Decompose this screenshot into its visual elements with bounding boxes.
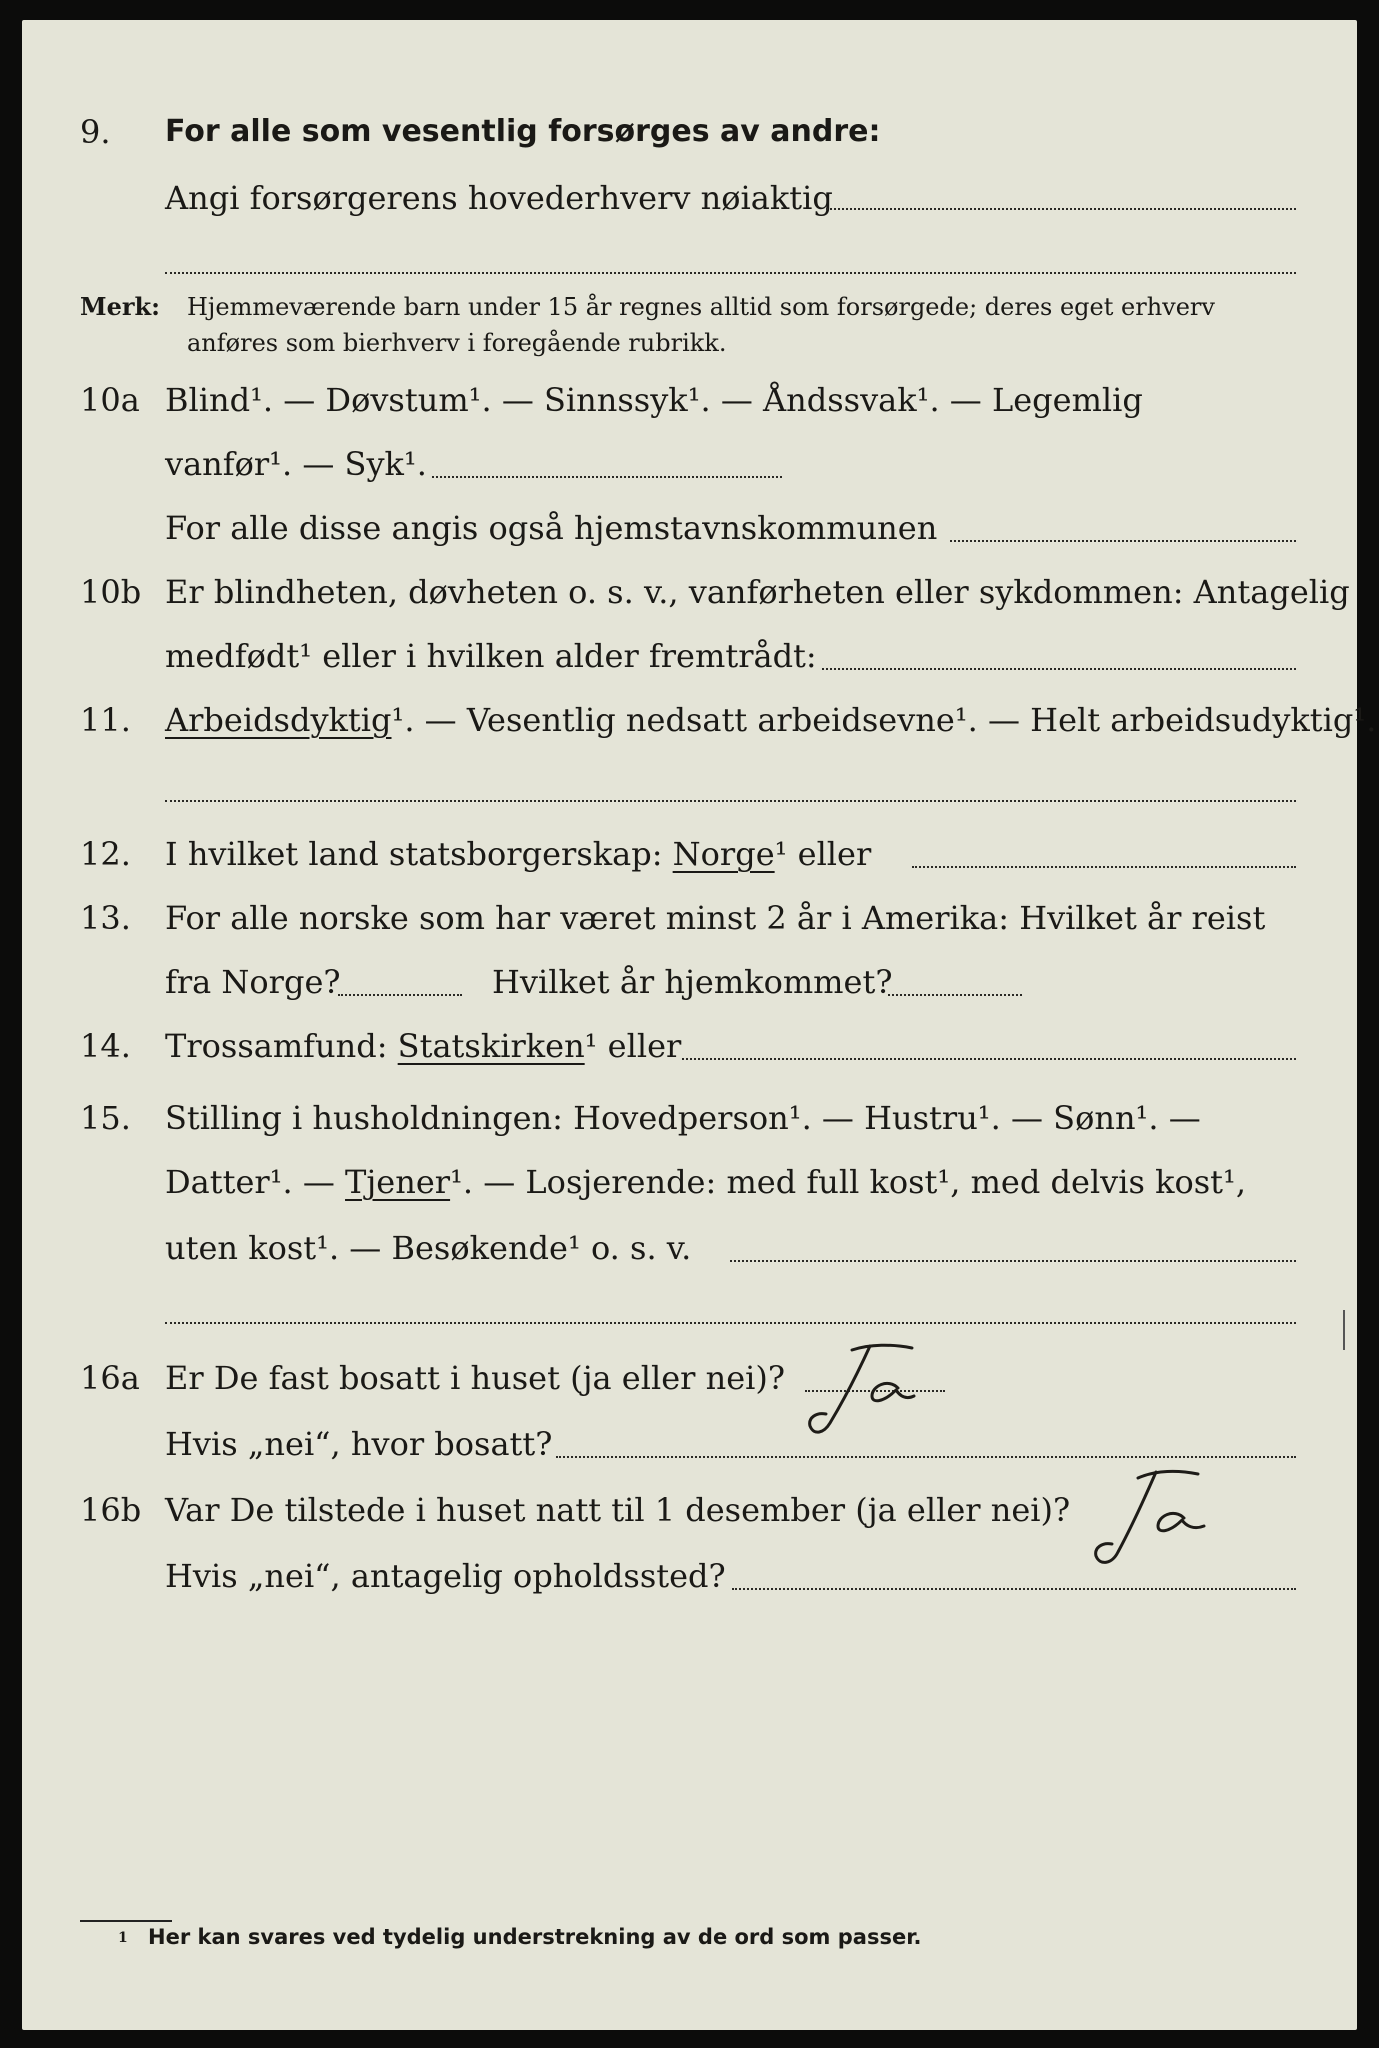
- q13-departure-field[interactable]: [338, 994, 462, 996]
- q15-line-1: Stilling i husholdningen: Hovedperson¹. — Hustru¹. — Sønn¹. —: [165, 1099, 1201, 1137]
- q10a-sick-field[interactable]: [432, 476, 782, 478]
- q16a-number: 16a: [80, 1359, 140, 1397]
- q10b-number: 10b: [80, 573, 142, 611]
- q10b-line-2: medfødt¹ eller i hvilken alder fremtrådt:: [165, 637, 817, 675]
- q14-prompt: Trossamfund:: [165, 1027, 388, 1065]
- q15-line-3: uten kost¹. — Besøkende¹ o. s. v.: [165, 1229, 692, 1267]
- q13-line-1: For alle norske som har været minst 2 år i Amerika: Hvilket år reist: [165, 899, 1266, 937]
- q15-answer-field[interactable]: [730, 1260, 1296, 1262]
- q11-line: [165, 700, 1376, 740]
- q12-prompt: I hvilket land statsborgerskap:: [165, 835, 663, 873]
- q13-line-2b: Hvilket år hjemkommet?: [492, 963, 893, 1001]
- q9-answer-field[interactable]: [826, 208, 1296, 210]
- q14-selected-option: Statskirken: [397, 1027, 585, 1065]
- q11-number: 11.: [80, 701, 131, 739]
- q15-line-2-pre: Datter¹. —: [165, 1163, 335, 1201]
- q9-answer-field-2[interactable]: [165, 272, 1296, 274]
- q14-number: 14.: [80, 1027, 131, 1065]
- q12-number: 12.: [80, 835, 131, 873]
- q10b-line-1: Er blindheten, døvheten o. s. v., vanførheten eller sykdommen: Antagelig: [165, 573, 1350, 611]
- q16b-location-field[interactable]: [732, 1588, 1296, 1590]
- q10a-number: 10a: [80, 381, 140, 419]
- q12-post: ¹ eller: [774, 835, 872, 873]
- q13-number: 13.: [80, 899, 131, 937]
- q9-number: 9.: [80, 113, 111, 151]
- q16a-residence-field[interactable]: [556, 1456, 1296, 1458]
- q10a-line-3: For alle disse angis også hjemstavnskommunen: [165, 509, 938, 547]
- merk-line-1: Hjemmeværende barn under 15 år regnes alltid som forsørgede; deres eget erhverv: [187, 293, 1215, 321]
- merk-label: Merk:: [80, 292, 160, 321]
- q16a-line-2: Hvis „nei“, hvor bosatt?: [165, 1425, 553, 1463]
- q16b-handwritten-answer: [1088, 1460, 1248, 1580]
- q14-answer-field[interactable]: [682, 1058, 1296, 1060]
- q11-selected-option: Arbeidsdyktig: [165, 701, 392, 739]
- q12-selected-option: Norge: [672, 835, 775, 873]
- q16a-handwritten-answer: [800, 1338, 960, 1448]
- q10a-hometown-field[interactable]: [950, 540, 1296, 542]
- q12-answer-field[interactable]: [912, 866, 1296, 868]
- q16b-number: 16b: [80, 1491, 142, 1529]
- q15-number: 15.: [80, 1099, 131, 1137]
- footnote-mark: 1: [118, 1930, 128, 1946]
- merk-line-2: anføres som bierhverv i foregående rubrikk.: [187, 329, 727, 357]
- q15-line-2: [165, 1162, 1246, 1202]
- q14-line: [165, 1026, 681, 1066]
- q10b-answer-field[interactable]: [822, 668, 1296, 670]
- q16a-line-1: Er De fast bosatt i huset (ja eller nei)?: [165, 1359, 786, 1397]
- q9-prompt: Angi forsørgerens hovederhverv nøiaktig: [165, 179, 833, 217]
- footnote-text: Her kan svares ved tydelig understrekning av de ord som passer.: [148, 1925, 922, 1949]
- q13-return-field[interactable]: [888, 994, 1022, 996]
- q11-answer-field[interactable]: [165, 800, 1296, 802]
- q9-heading: For alle som vesentlig forsørges av andre:: [165, 114, 881, 149]
- margin-mark: [1343, 1310, 1345, 1350]
- q16b-line-1: Var De tilstede i huset natt til 1 desember (ja eller nei)?: [165, 1491, 1071, 1529]
- q16b-line-2: Hvis „nei“, antagelig opholdssted?: [165, 1557, 726, 1595]
- q12-line: [165, 834, 871, 874]
- q10a-line-1: Blind¹. — Døvstum¹. — Sinnssyk¹. — Åndssvak¹. — Legemlig: [165, 381, 1143, 419]
- q15-line-2-post: ¹. — Losjerende: med full kost¹, med delvis kost¹,: [450, 1163, 1247, 1201]
- q15-selected-option: Tjener: [345, 1163, 451, 1201]
- q15-answer-field-2[interactable]: [165, 1322, 1296, 1324]
- q11-rest: ¹. — Vesentlig nedsatt arbeidsevne¹. — Helt arbeidsudyktig¹.: [391, 701, 1377, 739]
- q13-line-2a: fra Norge?: [165, 963, 341, 1001]
- q14-post: ¹ eller: [584, 1027, 682, 1065]
- footnote-rule: [80, 1920, 172, 1922]
- q10a-line-2: vanfør¹. — Syk¹.: [165, 445, 427, 483]
